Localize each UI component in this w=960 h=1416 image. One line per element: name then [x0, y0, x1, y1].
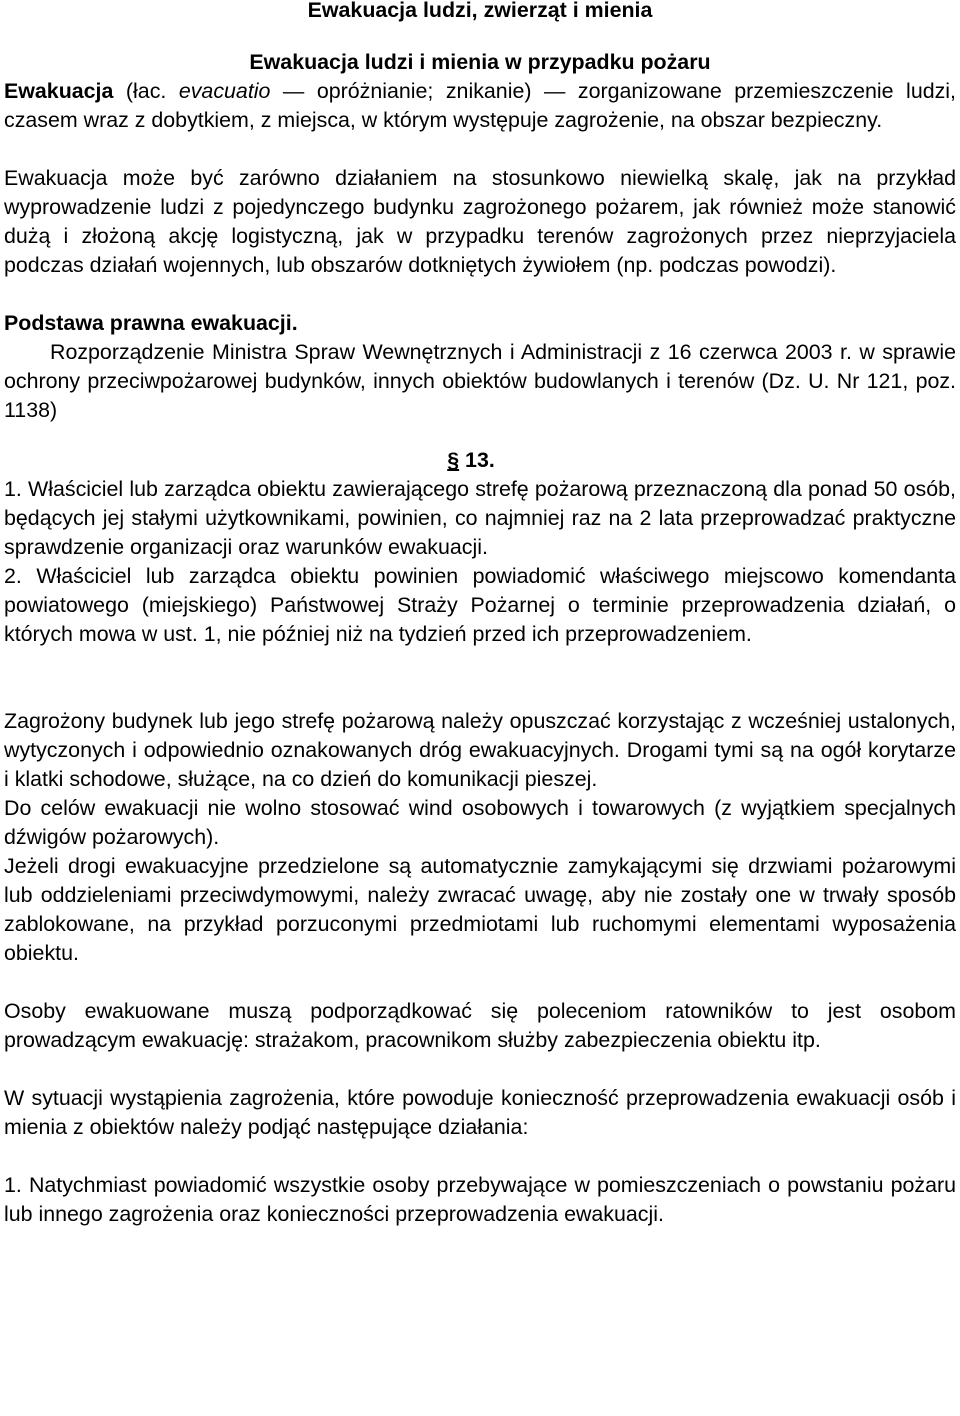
section-sign: §	[447, 448, 460, 472]
scale-paragraph: Ewakuacja może być zarówno działaniem na stosunkowo niewielką skalę, jak na przykład wyprowadzenie ludzi z pojedynczego budynku zagrożonego pożarem, jak również może stanowić dużą i złożoną akcję logistyczną, jak w przypadku terenów zagrożonych przez nieprzyjaciela podczas działań wojennych, lub obszarów dotkniętych żywiołem (np. podczas powodzi).	[4, 166, 956, 277]
section-point-2: 2. Właściciel lub zarządca obiektu powinien powiadomić właściwego miejscowo komendanta powiatowego (miejskiego) Państwowej Straży Pożarnej o terminie przeprowadzenia działań, o których mowa w ust. 1, nie później niż na tydzień przed ich przeprowadzeniem.	[4, 564, 956, 646]
definition-latin: evacuatio	[178, 79, 271, 103]
definition-paragraph	[4, 77, 956, 135]
rule-fire-doors: Jeżeli drogi ewakuacyjne przedzielone są automatycznie zamykającymi się drzwiami pożarowymi lub oddzieleniami przeciwdymowymi, należy zwracać uwagę, aby nie zostały one w trwały sposób zablokowane, na przykład porzuconymi przedmiotami lub ruchomymi elementami wyposażenia obiektu.	[4, 854, 956, 965]
persons-paragraph: Osoby ewakuowane muszą podporządkować się poleceniom ratowników to jest osobom prowadzącym ewakuację: strażakom, pracownikom służby zabezpieczenia obiektu itp.	[4, 999, 956, 1052]
section-number: 13.	[459, 448, 495, 472]
section-heading	[4, 446, 956, 475]
threat-paragraph: W sytuacji wystąpienia zagrożenia, które powoduje konieczność przeprowadzenia ewakuacji osób i mienia z obiektów należy podjąć następujące działania:	[4, 1086, 956, 1139]
action-item-1: 1. Natychmiast powiadomić wszystkie osoby przebywające w pomieszczeniach o powstaniu pożaru lub innego zagrożenia oraz konieczności przeprowadzenia ewakuacji.	[4, 1173, 956, 1226]
legal-basis-heading: Podstawa prawna ewakuacji.	[4, 311, 298, 335]
section-point-1: 1. Właściciel lub zarządca obiektu zawierającego strefę pożarową przeznaczoną dla ponad 50 osób, będących jej stałymi użytkownikami, powinien, co najmniej raz na 2 lata przeprowadzać praktyczne sprawdzenie organizacji oraz warunków ewakuacji.	[4, 477, 956, 559]
document-subtitle: Ewakuacja ludzi i mienia w przypadku pożaru	[249, 50, 711, 74]
definition-part1: (łac.	[125, 79, 179, 103]
definition-term: Ewakuacja	[4, 79, 114, 103]
rule-evacuation-routes: Zagrożony budynek lub jego strefę pożarową należy opuszczać korzystając z wcześniej ustalonych, wytyczonych i odpowiednio oznakowanych dróg ewakuacyjnych. Drogami tymi są na ogół korytarze i klatki schodowe, służące, na co dzień do komunikacji pieszej.	[4, 709, 956, 791]
legal-basis-text: Rozporządzenie Ministra Spraw Wewnętrznych i Administracji z 16 czerwca 2003 r. w sprawie ochrony przeciwpożarowej budynków, innych obiektów budowlanych i terenów (Dz. U. Nr 121, poz. 1138)	[4, 340, 956, 422]
definition-part2: — opróżnianie; znikanie) — zorganizowane przemieszczenie ludzi, czasem wraz z dobytkiem, z miejsca, w którym występuje zagrożenie, na obszar bezpieczny.	[4, 79, 956, 132]
document-title: Ewakuacja ludzi, zwierząt i mienia	[307, 0, 653, 22]
rule-no-elevators: Do celów ewakuacji nie wolno stosować wind osobowych i towarowych (z wyjątkiem specjalnych dźwigów pożarowych).	[4, 796, 956, 849]
